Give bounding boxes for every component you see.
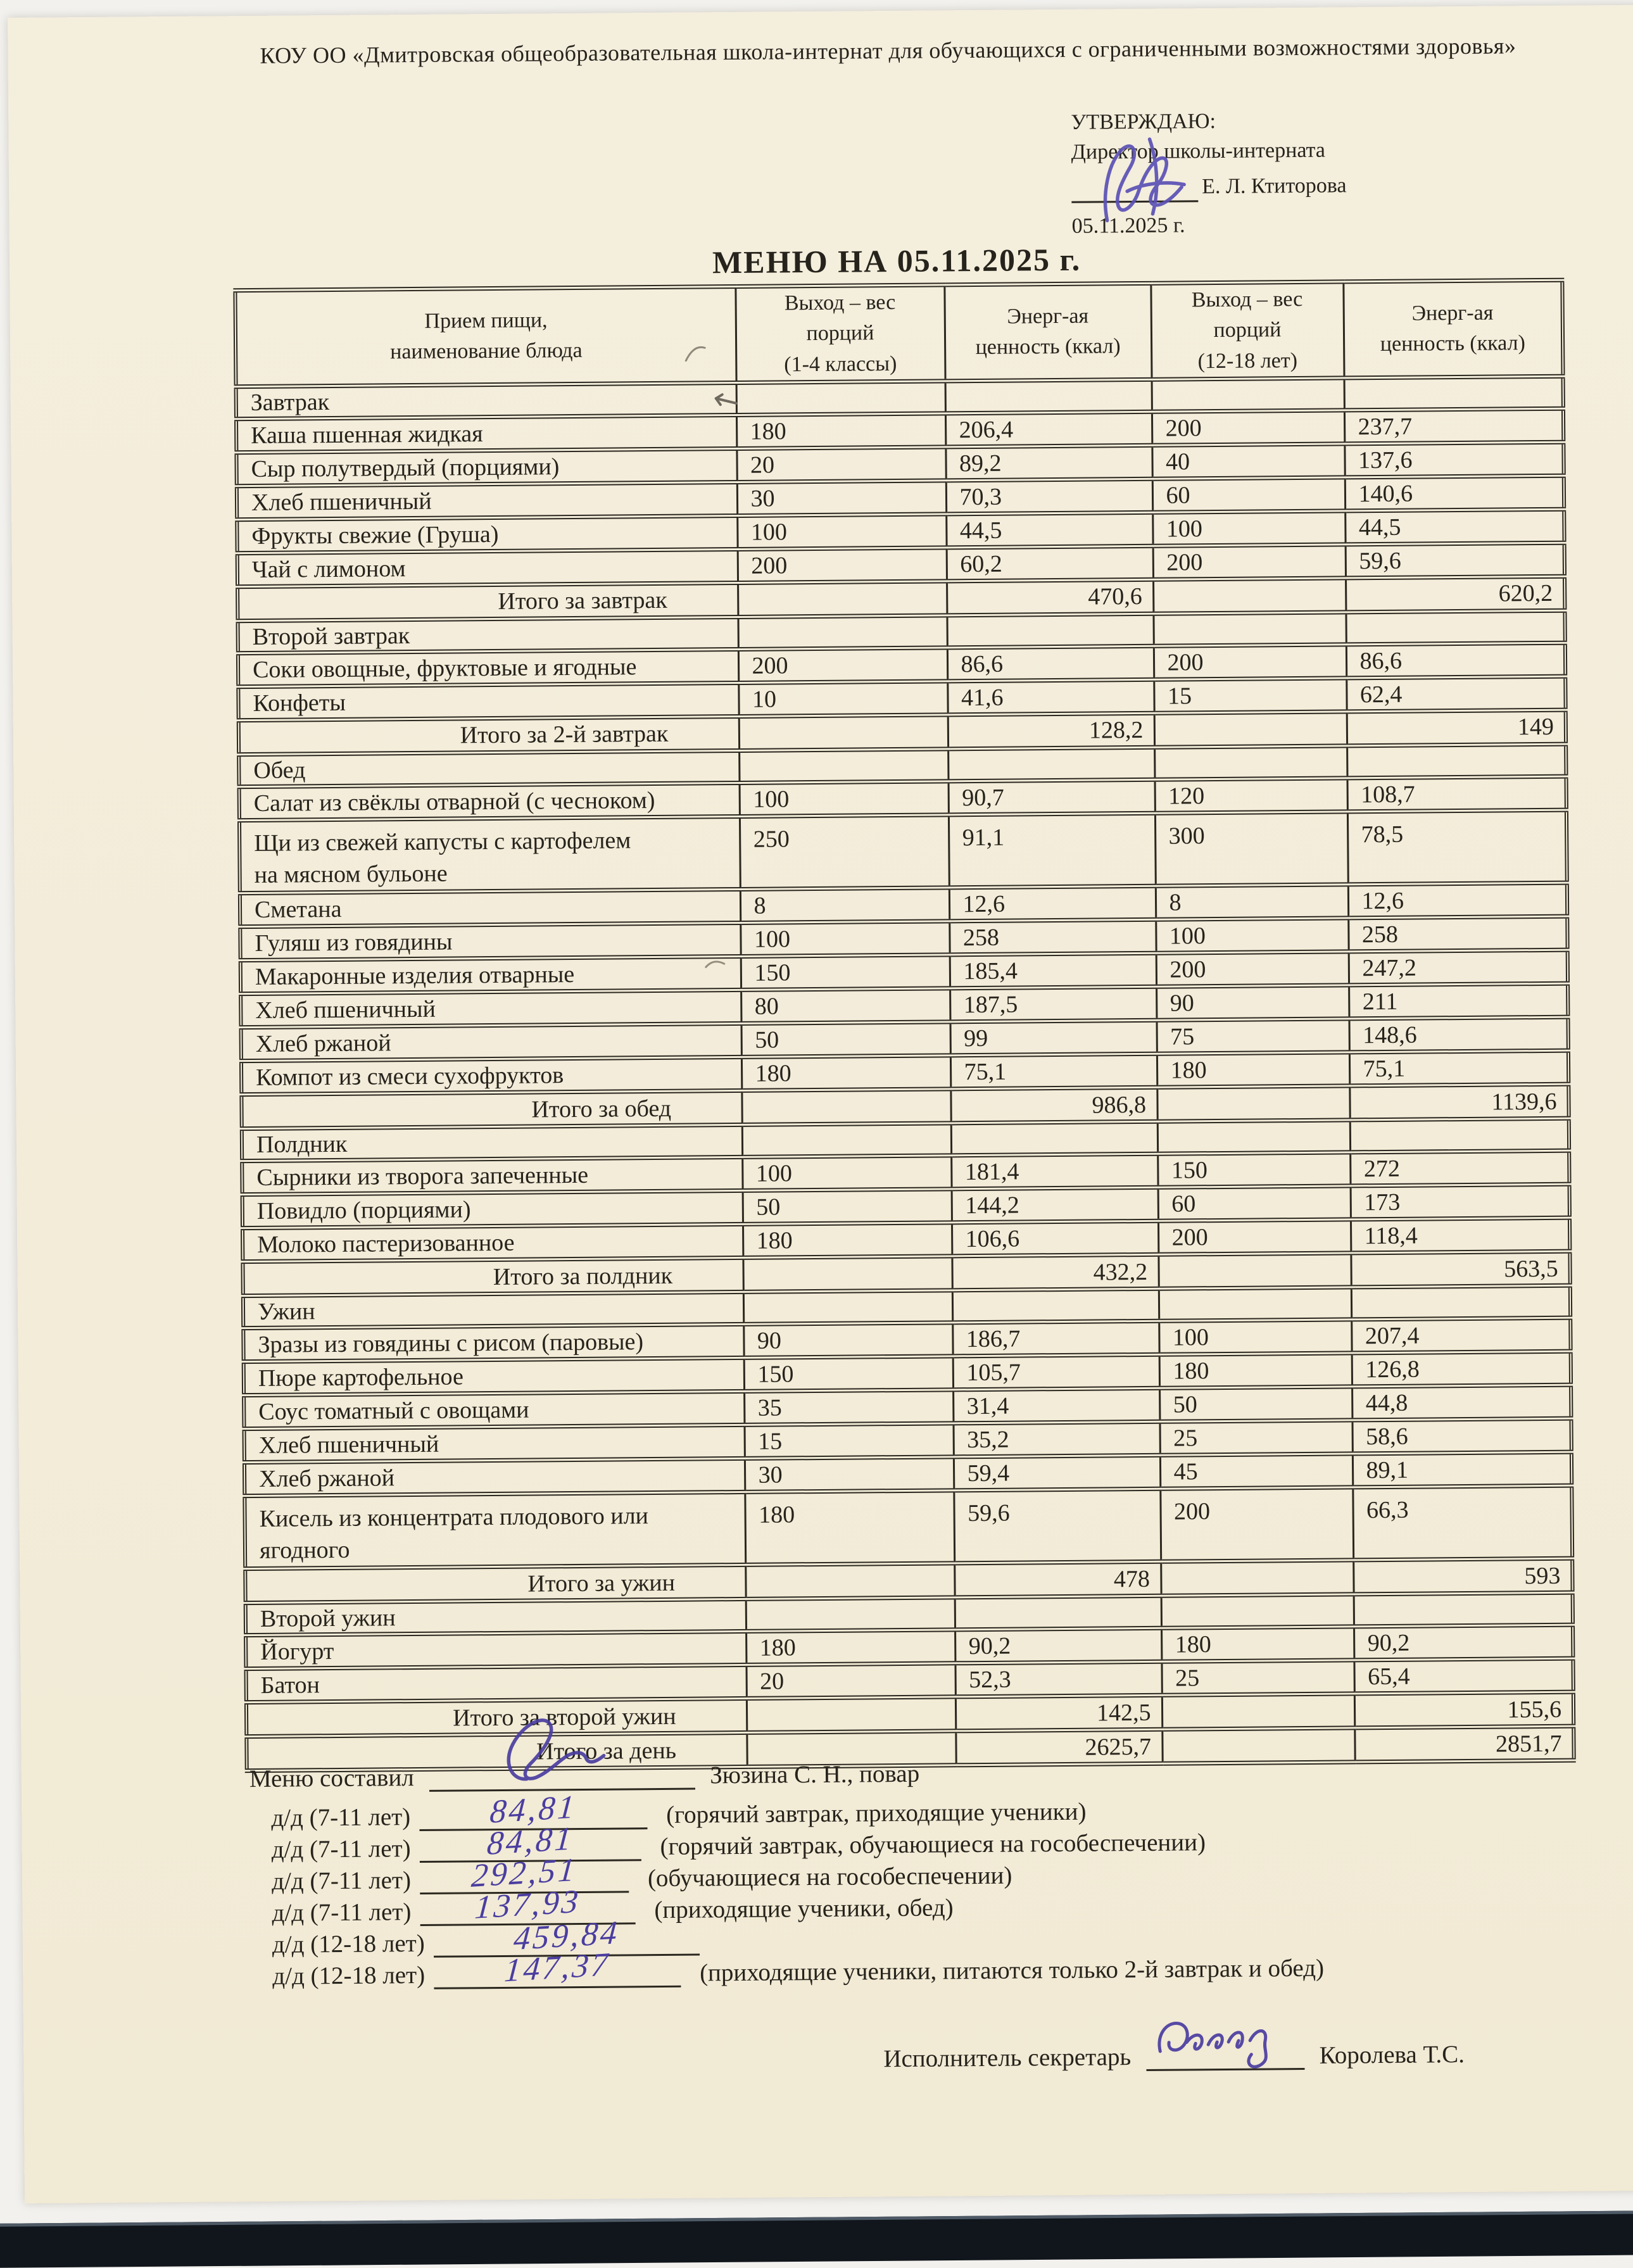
cost-line-note: (приходящие ученики, питаются только 2-й завтрак и обед) (699, 1954, 1325, 1987)
kcal-1-4-cell: 86,6 (947, 646, 1154, 681)
weight-1-4-cell: 180 (745, 1490, 954, 1565)
kcal-12-18-cell: 12,6 (1348, 883, 1567, 918)
cost-line-label: д/д (7-11 лет) (271, 1867, 412, 1895)
cost-line-label: д/д (12-18 лет) (272, 1961, 426, 1990)
weight-1-4-cell (739, 715, 948, 751)
weight-1-4-cell (739, 749, 948, 783)
kcal-1-4-cell: 59,4 (954, 1455, 1160, 1490)
kcal-12-18-cell: 65,4 (1354, 1659, 1573, 1694)
weight-1-4-cell: 10 (738, 681, 947, 717)
weight-12-18-cell: 75 (1156, 1019, 1349, 1054)
weight-1-4-cell: 100 (740, 781, 949, 817)
kcal-12-18-cell: 140,6 (1345, 476, 1564, 511)
menu-title: МЕНЮ НА 05.11.2025 г. (712, 241, 1081, 280)
kcal-1-4-cell: 52,3 (955, 1662, 1161, 1698)
kcal-1-4-cell: 187,5 (950, 986, 1156, 1022)
kcal-1-4-cell: 186,7 (952, 1321, 1159, 1356)
kcal-1-4-cell (951, 1121, 1157, 1156)
weight-12-18-cell: 45 (1160, 1454, 1352, 1489)
weight-12-18-cell: 150 (1157, 1152, 1350, 1187)
weight-1-4-cell (743, 1290, 952, 1325)
weight-1-4-cell (742, 1123, 951, 1157)
total-label: Итого за 2-й завтрак (239, 716, 739, 754)
cost-line-label: д/д (12-18 лет) (272, 1929, 425, 1958)
kcal-12-18-cell: 108,7 (1347, 776, 1566, 812)
weight-1-4-cell (745, 1563, 954, 1599)
section-label: Второй завтрак (237, 617, 738, 653)
weight-12-18-cell: 100 (1159, 1320, 1351, 1354)
approve-role: Директор школы-интерната (1071, 138, 1326, 164)
kcal-12-18-cell: 59,6 (1346, 543, 1565, 578)
col-header-kcal-12-18: Энерг-ая ценность (ккал) (1343, 280, 1563, 378)
kcal-1-4-cell (952, 1288, 1159, 1323)
weight-12-18-cell (1153, 578, 1346, 614)
dish-name-cell: Повидло (порциями) (243, 1191, 743, 1228)
handwritten-cost-value: 147,37 (503, 1946, 612, 1989)
col-header-meal: Прием пищи, наименование блюда (235, 286, 736, 386)
weight-12-18-cell: 100 (1156, 918, 1348, 953)
col-header-kcal-1-4: Энерг-ая ценность (ккал) (944, 283, 1151, 381)
weight-12-18-cell: 60 (1158, 1186, 1351, 1221)
dish-row (244, 1485, 1572, 1569)
approve-name: Е. Л. Ктиторова (1202, 173, 1347, 199)
kcal-1-4-cell: 106,6 (952, 1221, 1158, 1256)
cost-line-note: (горячий завтрак, обучающиеся на гособеспечении) (660, 1829, 1206, 1860)
executor-name: Королева Т.С. (1319, 2041, 1465, 2069)
weight-12-18-cell (1157, 1120, 1350, 1154)
kcal-12-18-cell: 620,2 (1346, 576, 1565, 612)
dish-name-cell: Хлеб пшеничный (244, 1425, 745, 1463)
org-name: КОУ ОО «Дмитровская общеобразовательная школа-интернат для обучающихся с ограниченными возможностями здоровья» (260, 33, 1516, 68)
dish-name-cell: Макаронные изделия отварные (241, 957, 741, 994)
weight-12-18-cell: 200 (1158, 1219, 1351, 1254)
kcal-1-4-cell: 60,2 (947, 546, 1153, 581)
weight-12-18-cell: 40 (1152, 444, 1344, 479)
weight-1-4-cell: 200 (738, 548, 947, 583)
kcal-1-4-cell: 105,7 (953, 1354, 1159, 1390)
weight-12-18-cell: 180 (1159, 1353, 1352, 1388)
dish-name-cell: Соус томатный с овощами (244, 1392, 744, 1429)
dish-name-cell: Хлеб ржаной (241, 1024, 741, 1061)
weight-1-4-cell: 80 (741, 988, 950, 1024)
kcal-1-4-cell: 59,6 (954, 1489, 1161, 1563)
kcal-1-4-cell (948, 747, 1154, 781)
kcal-12-18-cell: 137,6 (1344, 442, 1563, 477)
total-label: Итого за день (246, 1733, 747, 1771)
dish-name-cell: Хлеб ржаной (244, 1459, 745, 1496)
kcal-1-4-cell: 986,8 (950, 1087, 1157, 1123)
section-label: Обед (239, 750, 739, 786)
weight-1-4-cell: 250 (740, 815, 949, 890)
executor-line (883, 2040, 1465, 2073)
approve-date: 05.11.2025 г. (1071, 213, 1185, 238)
weight-1-4-cell (736, 381, 945, 415)
cost-underline (434, 1946, 681, 1989)
weight-12-18-cell: 200 (1160, 1487, 1353, 1562)
kcal-1-4-cell: 31,4 (953, 1388, 1159, 1423)
col-header-weight-1-4: Выход – вес порций (1-4 классы) (735, 285, 945, 382)
kcal-12-18-cell (1344, 376, 1563, 410)
composed-by-line (249, 1760, 920, 1793)
weight-12-18-cell: 200 (1152, 410, 1344, 445)
weight-1-4-cell: 8 (740, 888, 949, 923)
total-label: Итого за ужин (245, 1565, 745, 1603)
cost-line-label: д/д (7-11 лет) (272, 1898, 412, 1927)
kcal-12-18-cell: 58,6 (1352, 1418, 1571, 1454)
weight-1-4-cell (746, 1597, 955, 1632)
dish-name-cell: Сырники из творога запеченные (242, 1157, 742, 1195)
weight-1-4-cell: 30 (745, 1457, 954, 1492)
weight-1-4-cell: 90 (743, 1323, 952, 1358)
dish-name-cell: Фрукты свежие (Груша) (237, 515, 737, 553)
total-label: Итого за второй ужин (246, 1699, 747, 1737)
cook-signature-line (429, 1762, 695, 1792)
kcal-12-18-cell: 62,4 (1346, 676, 1565, 712)
kcal-12-18-cell (1347, 744, 1566, 778)
weight-1-4-cell: 20 (736, 447, 945, 482)
kcal-1-4-cell: 144,2 (952, 1187, 1158, 1223)
weight-1-4-cell: 180 (746, 1630, 955, 1665)
total-label: Итого за полдник (243, 1258, 743, 1296)
kcal-12-18-cell: 207,4 (1351, 1318, 1570, 1353)
kcal-1-4-cell: 12,6 (949, 886, 1156, 921)
col-header-weight-12-18: Выход – вес порций (12-18 лет) (1151, 282, 1344, 379)
weight-12-18-cell: 25 (1159, 1420, 1352, 1455)
pencil-tick-icon (704, 957, 727, 972)
weight-12-18-cell: 180 (1161, 1627, 1354, 1661)
dish-name-cell: Конфеты (238, 683, 738, 720)
kcal-12-18-cell: 78,5 (1347, 810, 1567, 885)
weight-12-18-cell: 200 (1156, 952, 1349, 986)
kcal-1-4-cell: 90,7 (949, 779, 1155, 815)
kcal-12-18-cell: 173 (1351, 1184, 1570, 1219)
kcal-12-18-cell (1354, 1593, 1573, 1627)
kcal-12-18-cell: 86,6 (1346, 643, 1565, 678)
weight-12-18-cell: 180 (1157, 1052, 1349, 1087)
kcal-1-4-cell: 99 (950, 1020, 1157, 1055)
director-signature-line (1071, 168, 1347, 211)
cost-line-note: (обучающиеся на гособеспечении) (647, 1862, 1012, 1893)
cost-line-label: д/д (7-11 лет) (271, 1803, 411, 1832)
kcal-1-4-cell: 206,4 (945, 412, 1152, 447)
dish-name-cell: Хлеб пшеничный (237, 482, 737, 519)
weight-1-4-cell: 20 (746, 1663, 955, 1699)
handwritten-cost-value: 84,81 (485, 1820, 576, 1862)
total-label: Итого за обед (241, 1091, 741, 1129)
weight-1-4-cell (743, 1256, 952, 1292)
kcal-1-4-cell: 432,2 (952, 1254, 1158, 1290)
kcal-12-18-cell: 89,1 (1352, 1452, 1572, 1487)
kcal-12-18-cell: 593 (1353, 1559, 1572, 1595)
kcal-1-4-cell: 91,1 (949, 813, 1156, 888)
weight-1-4-cell (738, 615, 947, 650)
kcal-1-4-cell: 142,5 (955, 1696, 1162, 1732)
kcal-12-18-cell: 1139,6 (1349, 1084, 1568, 1120)
weight-12-18-cell (1154, 712, 1347, 747)
dish-name-cell: Чай с лимоном (237, 549, 738, 586)
weight-12-18-cell (1162, 1728, 1354, 1763)
kcal-1-4-cell: 90,2 (955, 1629, 1161, 1664)
weight-12-18-cell (1153, 612, 1346, 646)
weight-1-4-cell: 180 (736, 413, 945, 449)
section-label: Полдник (242, 1125, 742, 1161)
weight-1-4-cell (747, 1697, 955, 1733)
dish-name-cell: Соки овощные, фруктовые и ягодные (238, 649, 738, 686)
kcal-1-4-cell: 35,2 (953, 1421, 1159, 1457)
kcal-12-18-cell: 126,8 (1352, 1351, 1571, 1387)
kcal-1-4-cell: 75,1 (950, 1054, 1157, 1089)
weight-12-18-cell: 15 (1154, 678, 1346, 713)
weight-12-18-cell: 300 (1155, 812, 1348, 886)
weight-12-18-cell (1152, 378, 1344, 412)
cost-line-note (709, 1927, 719, 1955)
weight-1-4-cell: 35 (744, 1390, 953, 1425)
pencil-arrow-icon (712, 392, 740, 410)
handwritten-cost-value: 292,51 (470, 1851, 579, 1894)
dish-name-cell: Батон (246, 1665, 746, 1703)
weight-1-4-cell (741, 1089, 950, 1125)
dish-name-cell: Сметана (240, 890, 740, 927)
weight-12-18-cell: 50 (1159, 1387, 1352, 1421)
cost-line-note: (горячий завтрак, приходящие ученики) (666, 1798, 1087, 1829)
kcal-1-4-cell: 258 (949, 919, 1156, 955)
section-label: Второй ужин (246, 1599, 746, 1635)
kcal-12-18-cell: 247,2 (1349, 950, 1568, 985)
kcal-1-4-cell: 128,2 (948, 713, 1154, 749)
cost-line-note: (приходящие ученики, обед) (654, 1894, 954, 1924)
kcal-12-18-cell: 118,4 (1351, 1218, 1570, 1253)
weight-12-18-cell (1161, 1594, 1354, 1628)
weight-12-18-cell: 200 (1154, 645, 1346, 679)
weight-1-4-cell: 180 (743, 1223, 952, 1258)
kcal-1-4-cell: 478 (954, 1562, 1161, 1598)
kcal-12-18-cell: 563,5 (1351, 1251, 1570, 1287)
weight-12-18-cell: 100 (1152, 511, 1345, 546)
kcal-1-4-cell: 89,2 (945, 445, 1152, 481)
kcal-12-18-cell: 90,2 (1354, 1625, 1573, 1661)
weight-12-18-cell (1161, 1560, 1353, 1596)
director-signature-icon (1088, 130, 1209, 225)
weight-1-4-cell: 150 (741, 955, 950, 990)
dish-name-cell: Йогурт (246, 1632, 746, 1669)
kcal-12-18-cell: 237,7 (1344, 408, 1563, 444)
dish-row (239, 810, 1567, 893)
weight-12-18-cell: 8 (1156, 885, 1348, 919)
kcal-1-4-cell: 2625,7 (955, 1730, 1162, 1766)
weight-12-18-cell: 90 (1156, 985, 1349, 1020)
kcal-1-4-cell: 181,4 (951, 1154, 1157, 1189)
menu-table (233, 278, 1575, 1773)
weight-1-4-cell: 30 (737, 481, 946, 516)
section-label: Ужин (243, 1292, 743, 1328)
kcal-12-18-cell: 66,3 (1352, 1485, 1572, 1560)
handwritten-cost-value: 459,84 (512, 1914, 621, 1958)
weight-1-4-cell: 150 (744, 1356, 953, 1392)
kcal-1-4-cell: 470,6 (947, 579, 1153, 615)
approval-block (1071, 106, 1347, 241)
table-header-row (235, 280, 1563, 386)
kcal-12-18-cell: 272 (1350, 1150, 1569, 1186)
scan-edge-band (0, 2210, 1633, 2268)
handwritten-cost-value: 84,81 (488, 1789, 578, 1830)
kcal-12-18-cell (1350, 1118, 1569, 1152)
kcal-1-4-cell: 70,3 (946, 479, 1152, 514)
weight-1-4-cell: 15 (744, 1423, 953, 1459)
dish-name-cell: Гуляш из говядины (240, 923, 740, 961)
weight-12-18-cell (1157, 1086, 1349, 1121)
dish-name-cell: Сыр полутвердый (порциями) (236, 448, 736, 486)
kcal-12-18-cell: 75,1 (1349, 1050, 1568, 1086)
weight-12-18-cell: 200 (1153, 545, 1346, 579)
weight-12-18-cell: 60 (1152, 477, 1345, 512)
weight-1-4-cell: 180 (741, 1055, 950, 1091)
kcal-1-4-cell (947, 614, 1153, 648)
executor-signature-line (1146, 2042, 1304, 2071)
composed-label: Меню составил (249, 1764, 414, 1793)
kcal-1-4-cell: 41,6 (947, 679, 1154, 715)
weight-12-18-cell (1159, 1287, 1351, 1321)
weight-1-4-cell: 100 (737, 514, 946, 550)
kcal-12-18-cell: 211 (1349, 983, 1568, 1019)
paper-sheet (8, 5, 1633, 2203)
weight-12-18-cell (1154, 746, 1347, 779)
weight-12-18-cell: 25 (1161, 1660, 1354, 1695)
total-label: Итого за завтрак (237, 583, 738, 621)
kcal-12-18-cell: 2851,7 (1354, 1727, 1573, 1763)
kcal-12-18-cell (1346, 610, 1565, 645)
dish-name-cell: Каша пшенная жидкая (236, 415, 736, 452)
dish-name-cell: Хлеб пшеничный (241, 990, 741, 1028)
composed-name: Зюзина С. Н., повар (710, 1760, 920, 1789)
weight-1-4-cell: 200 (738, 648, 947, 683)
dish-name-cell: Зразы из говядины с рисом (паровые) (243, 1325, 743, 1362)
dish-name-cell: Молоко пастеризованное (243, 1225, 743, 1262)
kcal-1-4-cell (945, 379, 1152, 413)
kcal-1-4-cell: 44,5 (946, 512, 1152, 548)
kcal-12-18-cell: 44,5 (1345, 509, 1564, 545)
weight-12-18-cell (1162, 1694, 1354, 1729)
dish-name-cell: Кисель из концентрата плодового или ягодного (244, 1492, 745, 1570)
weight-1-4-cell: 50 (743, 1189, 952, 1225)
weight-1-4-cell: 100 (740, 921, 949, 957)
executor-signature-icon (1149, 2003, 1302, 2074)
weight-1-4-cell: 50 (741, 1022, 950, 1057)
dish-name-cell: Компот из смеси сухофруктов (241, 1057, 741, 1095)
kcal-12-18-cell: 148,6 (1349, 1017, 1568, 1052)
daily-cost-lines (271, 1789, 1325, 1994)
executor-label: Исполнитель секретарь (883, 2043, 1132, 2073)
kcal-12-18-cell: 44,8 (1352, 1385, 1571, 1420)
pencil-mark-icon (683, 341, 709, 367)
handwritten-cost-value: 137,93 (473, 1883, 582, 1926)
dish-name-cell: Салат из свёклы отварной (с чесноком) (239, 783, 740, 820)
kcal-12-18-cell: 258 (1348, 916, 1567, 952)
weight-1-4-cell: 100 (742, 1156, 951, 1191)
kcal-1-4-cell: 185,4 (950, 953, 1156, 988)
approve-label: УТВЕРЖДАЮ: (1071, 110, 1216, 134)
weight-1-4-cell (738, 581, 947, 617)
cost-line-label: д/д (7-11 лет) (271, 1835, 411, 1863)
weight-12-18-cell: 120 (1155, 778, 1347, 813)
dish-name-cell: Пюре картофельное (244, 1358, 744, 1395)
kcal-12-18-cell: 155,6 (1354, 1692, 1573, 1729)
kcal-12-18-cell: 149 (1347, 710, 1566, 746)
cook-signature-icon (486, 1711, 632, 1794)
kcal-12-18-cell (1351, 1285, 1570, 1320)
kcal-1-4-cell (955, 1596, 1161, 1630)
weight-12-18-cell (1158, 1253, 1351, 1288)
section-label: Завтрак (236, 382, 736, 419)
dish-name-cell: Щи из свежей капусты с картофелем на мясном бульоне (239, 816, 740, 893)
